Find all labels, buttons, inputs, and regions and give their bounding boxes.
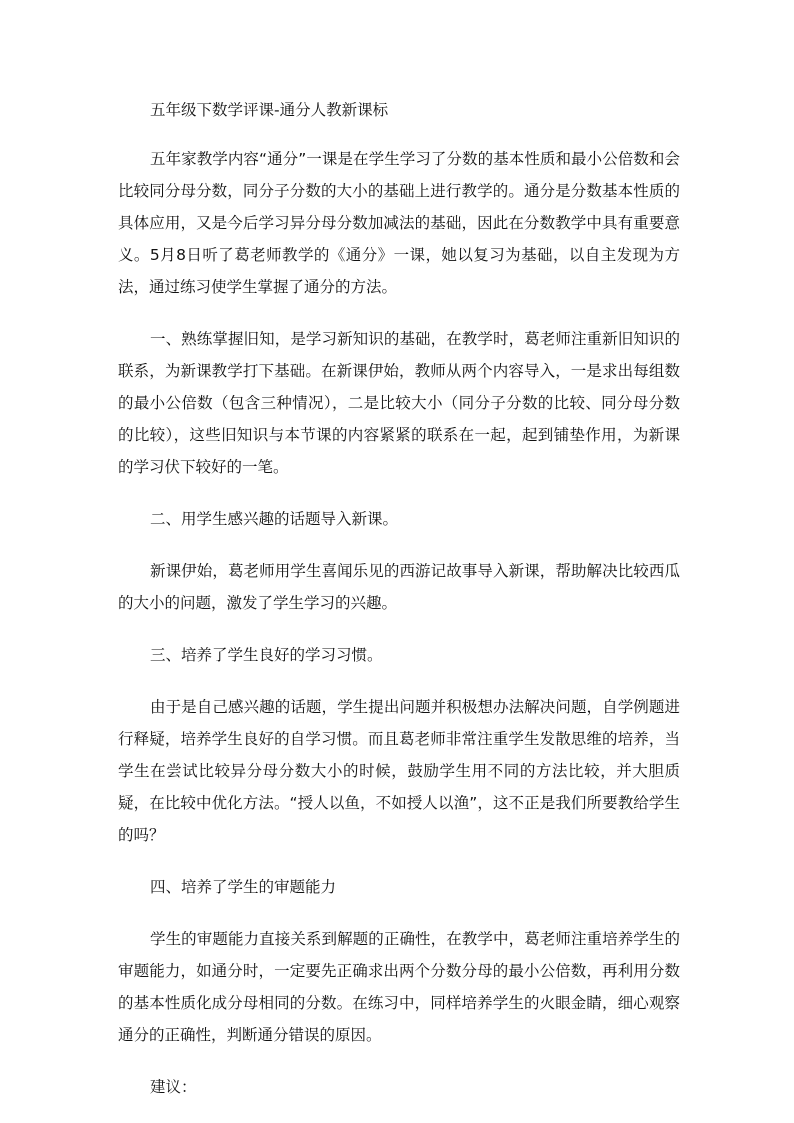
paragraph-point-one: 一、熟练掌握旧知，是学习新知识的基础，在教学时，葛老师注重新旧知识的联系，为新课教学打下基础。在新课伊始，教师从两个内容导入，一是求出每组数的最小公倍数（包含三种情况），二是比较大小（同分子分数的比较、同分母分数的比较），这些旧知识与本节课的内容紧紧的联系在一起，起到铺垫作用，为新课的学习伏下较好的一笔。: [118, 330, 680, 476]
heading-point-four: 四、培养了学生的审题能力: [150, 878, 337, 896]
document-body: [118, 97, 680, 1123]
paragraph-point-four: 学生的审题能力直接关系到解题的正确性，在教学中，葛老师注重培养学生的审题能力，如通分时，一定要先正确求出两个分数分母的最小公倍数，再利用分数的基本性质化成分母相同的分数。在练习中，同样培养学生的火眼金睛，细心观察通分的正确性，判断通分错误的原因。: [118, 930, 680, 1044]
paragraph-point-two: 新课伊始，葛老师用学生喜闻乐见的西游记故事导入新课，帮助解决比较西瓜的大小的问题，激发了学生学习的兴趣。: [118, 562, 680, 612]
heading-point-three: 三、培养了学生良好的学习习惯。: [150, 646, 383, 664]
paragraph-point-three: 由于是自己感兴趣的话题，学生提出问题并积极想办法解决问题，自学例题进行释疑，培养学生良好的自学习惯。而且葛老师非常注重学生发散思维的培养，当学生在尝试比较异分母分数大小的时候，鼓励学生用不同的方法比较，并大胆质疑，在比较中优化方法。“授人以鱼，不如授人以渔”，这不正是我们所要教给学生的吗？: [118, 698, 680, 844]
document-title: 五年级下数学评课-通分人教新课标: [150, 101, 389, 119]
paragraph-intro: 五年家教学内容“通分”一课是在学生学习了分数的基本性质和最小公倍数和会比较同分母分数，同分子分数的大小的基础上进行教学的。通分是分数基本性质的具体应用，又是今后学习异分母分数加减法的基础，因此在分数教学中具有重要意义。5月8日听了葛老师教学的《通分》一课，她以复习为基础，以自主发现为方法，通过练习使学生掌握了通分的方法。: [118, 150, 680, 296]
heading-point-two: 二、用学生感兴趣的话题导入新课。: [150, 510, 399, 528]
heading-suggestions: 建议：: [150, 1078, 197, 1096]
